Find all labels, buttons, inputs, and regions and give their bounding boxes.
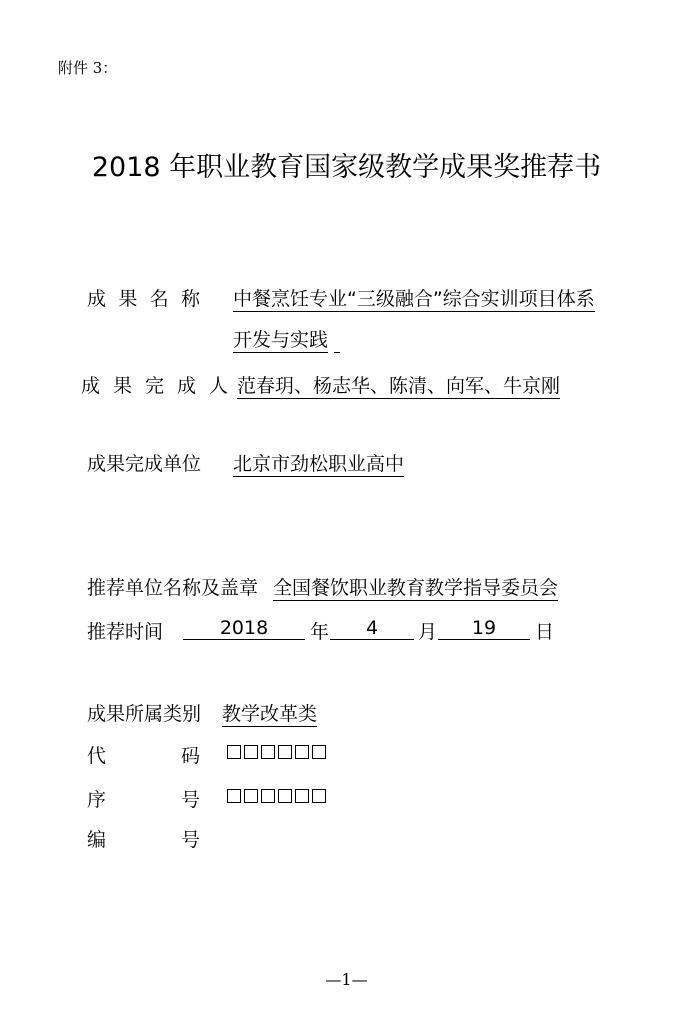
attachment-label: 附件 3：: [58, 59, 118, 77]
number-label: [87, 825, 200, 852]
label-char: 号: [180, 829, 200, 851]
code-boxes: [227, 745, 326, 759]
label-char: 完: [144, 375, 164, 397]
label-char: 成: [87, 288, 107, 310]
category-value: [222, 699, 317, 726]
page-number: —1—: [325, 970, 368, 989]
empty-box: [244, 789, 258, 803]
label-char: 人: [208, 375, 228, 397]
label-char: 码: [180, 745, 200, 767]
day-unit-label: 日: [535, 621, 555, 643]
label-char: 成: [81, 375, 101, 397]
month-unit-label: 月: [418, 621, 438, 643]
label-char: 成: [176, 375, 196, 397]
empty-box: [312, 745, 326, 759]
achievement-name-value-line2: [233, 325, 340, 352]
completers-value: [237, 371, 560, 398]
recommend-month-value: 4: [330, 617, 414, 640]
completers-text: 范春玥、杨志华、陈清、向军、牛京刚: [237, 375, 561, 397]
empty-box: [227, 789, 241, 803]
empty-box: [261, 789, 275, 803]
achievement-name-text: 开发与实践: [233, 329, 329, 351]
recommending-unit-text: 全国餐饮职业教育教学指导委员会: [273, 577, 559, 599]
achievement-name-label: [87, 284, 200, 311]
empty-box: [312, 789, 326, 803]
sequence-label: [87, 785, 200, 812]
empty-box: [244, 745, 258, 759]
empty-box: [278, 789, 292, 803]
label-char: 果: [118, 288, 138, 310]
sequence-boxes: [227, 789, 326, 803]
empty-box: [278, 745, 292, 759]
completing-unit-label: 成果完成单位: [87, 453, 202, 475]
completers-label: [81, 371, 228, 398]
year-unit-label: 年: [310, 621, 330, 643]
achievement-name-value-line1: [233, 284, 595, 311]
completing-unit-text: 北京市劲松职业高中: [233, 453, 405, 475]
empty-box: [261, 745, 275, 759]
recommending-unit-value: [273, 573, 558, 600]
code-label: [87, 741, 200, 768]
label-char: 代: [87, 745, 107, 767]
achievement-name-text: 中餐烹饪专业“三级融合”综合实训项目体系: [233, 288, 595, 310]
recommend-day-value: 19: [438, 617, 530, 640]
completing-unit-value: [233, 449, 404, 476]
label-char: 称: [180, 288, 200, 310]
empty-box: [227, 745, 241, 759]
empty-box: [295, 745, 309, 759]
document-title: 2018 年职业教育国家级教学成果奖推荐书: [91, 152, 602, 183]
label-char: 名: [149, 288, 169, 310]
label-char: 果: [112, 375, 132, 397]
recommend-time-label: 推荐时间: [87, 621, 164, 643]
recommending-unit-label: 推荐单位名称及盖章: [87, 577, 259, 599]
label-char: 编: [87, 829, 107, 851]
label-char: 序: [87, 789, 107, 811]
recommend-year-value: 2018: [183, 617, 305, 640]
label-char: 号: [180, 789, 200, 811]
empty-box: [295, 789, 309, 803]
category-label: 成果所属类别: [87, 703, 202, 725]
category-text: 教学改革类: [222, 703, 318, 725]
